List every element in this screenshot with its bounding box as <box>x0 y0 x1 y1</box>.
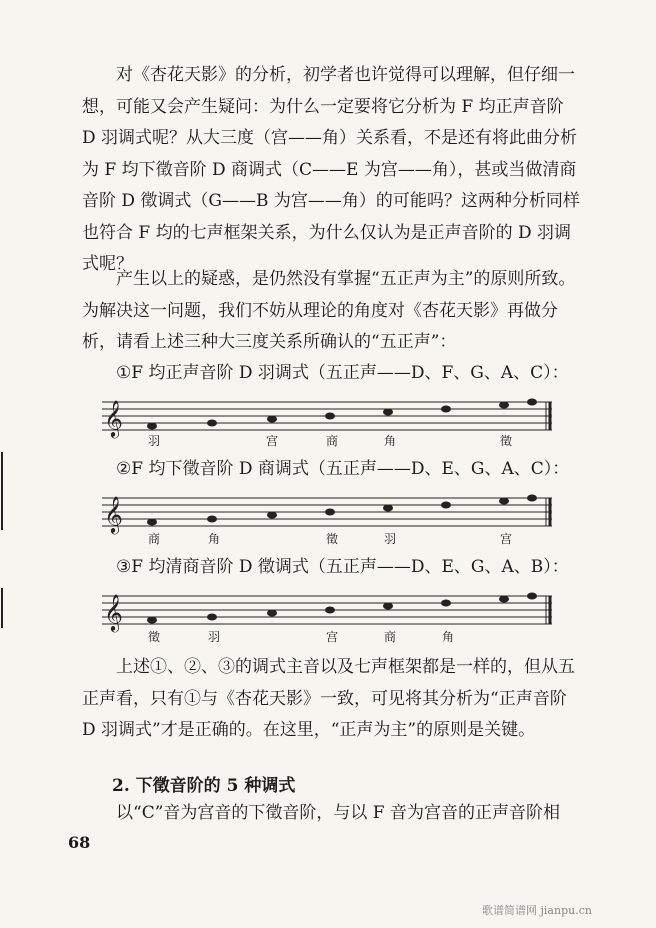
note-label: 羽 <box>207 630 221 644</box>
section-heading: 2. 下徵音阶的 5 种调式 <box>112 776 296 796</box>
note <box>499 596 509 603</box>
note <box>267 416 277 423</box>
paragraph-3-text: 上述①、②、③的调式主音以及七声框架都是一样的，但从五正声看，只有①与《杏花天影》一致，可见将其分析为“正声音阶 D 羽调式”才是正确的。在这里，“正声为主”的原则是关键。 <box>82 657 575 740</box>
page-number: 68 <box>68 833 91 852</box>
note <box>207 516 217 523</box>
note <box>325 509 335 516</box>
note-label: 角 <box>441 630 455 644</box>
staff-3-labels <box>100 628 560 648</box>
paragraph-2 <box>82 264 582 359</box>
note <box>147 617 157 624</box>
note <box>527 593 537 600</box>
paragraph-4-text: 以“C”音为宫音的下徵音阶，与以 F 音为宫音的正声音阶相 <box>116 803 560 823</box>
scan-edge-mark <box>1 452 3 530</box>
note <box>527 495 537 502</box>
staff-2-labels <box>100 530 560 550</box>
note-label: 商 <box>383 630 397 644</box>
note <box>441 406 451 413</box>
note <box>499 402 509 409</box>
svg-text:𝄞: 𝄞 <box>104 593 123 631</box>
example-3-caption: ③F 均清商音阶 D 徵调式（五正声——D、E、G、A、B）： <box>116 557 569 577</box>
staff-1-labels <box>100 432 560 452</box>
note <box>207 420 217 427</box>
paragraph-1 <box>82 60 582 281</box>
note <box>325 413 335 420</box>
note-label: 宫 <box>325 630 339 644</box>
paragraph-4 <box>82 798 582 830</box>
note <box>441 502 451 509</box>
note <box>325 607 335 614</box>
note-label: 角 <box>207 532 221 546</box>
note-label: 徵 <box>499 434 513 448</box>
note <box>267 610 277 617</box>
paragraph-1-text: 对《杏花天影》的分析，初学者也许觉得可以理解，但仔细一想，可能又会产生疑问：为什么一定要将它分析为 F 均正声音阶 D 羽调式呢？从大三度（宫——角）关系看，不是还有将此曲分析为 F 均下徵音阶 D 商调式（C——E 为宫——角），甚或当做清商音阶 D 徵调式（G——B 为宫——角）的可能吗？这两种分析同样也符合 F 均的七声框架关系，为什么仅认为是正声音阶的 D 羽调式呢？ <box>82 65 580 274</box>
note-label: 商 <box>147 532 161 546</box>
note <box>147 519 157 526</box>
note-label: 羽 <box>147 434 161 448</box>
note <box>267 512 277 519</box>
note <box>383 603 393 610</box>
note <box>499 498 509 505</box>
note <box>383 505 393 512</box>
note <box>441 600 451 607</box>
paragraph-3 <box>82 652 582 747</box>
note-label: 角 <box>383 434 397 448</box>
svg-text:𝄞: 𝄞 <box>104 495 123 533</box>
paragraph-2-text: 产生以上的疑惑，是仍然没有掌握“五正声为主”的原则所致。为解决这一问题，我们不妨从理论的角度对《杏花天影》再做分析，请看上述三种大三度关系所确认的“五正声”： <box>82 269 576 352</box>
note <box>207 614 217 621</box>
note-label: 徵 <box>147 630 161 644</box>
example-1-caption: ①F 均正声音阶 D 羽调式（五正声——D、F、G、A、C）： <box>116 363 569 383</box>
note-label: 宫 <box>499 532 513 546</box>
note <box>527 399 537 406</box>
note-label: 徵 <box>325 532 339 546</box>
example-2-caption: ②F 均下徵音阶 D 商调式（五正声——D、E、G、A、C）： <box>116 459 570 479</box>
note-label: 商 <box>325 434 339 448</box>
scan-edge-mark <box>1 588 3 628</box>
watermark: 歌谱简谱网 jianpu.cn <box>482 904 592 917</box>
note <box>147 423 157 430</box>
svg-text:𝄞: 𝄞 <box>104 399 123 437</box>
note-label: 羽 <box>383 532 397 546</box>
note-label: 宫 <box>265 434 279 448</box>
note <box>383 409 393 416</box>
